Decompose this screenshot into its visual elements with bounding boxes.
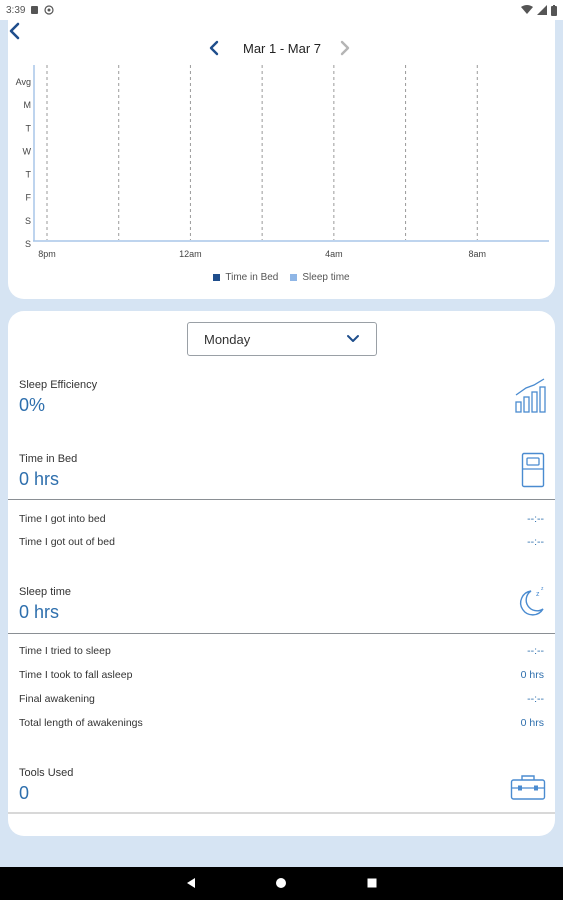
chart-y-tick-label: T [25, 123, 31, 134]
battery-icon [551, 5, 557, 16]
time-in-bed-label: Time in Bed [19, 453, 78, 465]
legend-swatch-time-in-bed [213, 274, 220, 281]
sleep-efficiency-value: 0% [19, 395, 46, 415]
recents-square-icon[interactable] [366, 877, 378, 889]
got-out-of-bed-label: Time I got out of bed [19, 536, 115, 548]
bed-icon [521, 452, 545, 488]
section-divider [8, 633, 555, 634]
chart-x-tick-label: 12am [179, 249, 202, 259]
chart-x-tick-label: 8am [468, 249, 487, 259]
chart-legend [8, 272, 555, 283]
got-out-of-bed-value: --:-- [527, 536, 544, 548]
bar-chart-icon [514, 378, 546, 414]
back-button[interactable] [6, 22, 24, 40]
at-sign-icon [44, 5, 54, 15]
got-into-bed-value: --:-- [527, 513, 544, 525]
sleep-time-label: Sleep time [19, 586, 71, 598]
tools-used-label: Tools Used [19, 767, 74, 779]
wifi-icon [521, 5, 533, 15]
fall-asleep-value: 0 hrs [520, 669, 544, 681]
legend-item-time-in-bed [213, 272, 278, 283]
chart-y-tick-label: S [24, 238, 31, 249]
legend-label: Time in Bed [225, 272, 279, 283]
awakenings-length-value: 0 hrs [520, 717, 544, 729]
chart-y-tick-label: M [23, 100, 31, 111]
chart-x-tick-label: 4am [325, 249, 343, 259]
chart-y-tick-label: F [25, 192, 31, 203]
sleep-chart-card [8, 20, 555, 299]
awakenings-length-label: Total length of awakenings [19, 717, 143, 729]
week-range-label: Mar 1 - Mar 7 [242, 41, 321, 56]
svg-text:z: z [541, 586, 544, 592]
sleep-chart [8, 20, 555, 270]
chart-y-tick-label: T [25, 169, 31, 180]
day-dropdown[interactable] [187, 322, 377, 356]
legend-swatch-sleep-time [290, 274, 297, 281]
sleep-details-card [8, 311, 555, 836]
toolbox-icon [510, 773, 546, 801]
final-awakening-label: Final awakening [19, 693, 95, 705]
day-dropdown-value: Monday [204, 331, 251, 347]
sleep-time-value: 0 hrs [19, 602, 60, 622]
navigation-bar [0, 867, 563, 900]
tried-to-sleep-label: Time I tried to sleep [19, 645, 111, 657]
tried-to-sleep-value: --:-- [527, 645, 544, 657]
chart-y-tick-label: Avg [15, 77, 31, 87]
svg-text:z: z [536, 591, 540, 598]
legend-item-sleep-time [290, 272, 349, 283]
moon-icon [517, 583, 547, 617]
time-in-bed-value: 0 hrs [19, 469, 60, 489]
home-circle-icon[interactable] [275, 877, 287, 889]
status-time: 3:39 [6, 4, 26, 16]
chart-y-tick-label: S [24, 215, 31, 226]
chart-y-tick-label: W [22, 146, 31, 157]
sim-icon [30, 5, 39, 15]
chart-x-tick-label: 8pm [38, 249, 56, 259]
section-divider [8, 812, 555, 814]
legend-label: Sleep time [302, 272, 350, 283]
final-awakening-value: --:-- [527, 693, 544, 705]
signal-icon [537, 5, 547, 15]
sleep-efficiency-label: Sleep Efficiency [19, 379, 98, 391]
tools-used-value: 0 [19, 783, 30, 803]
chevron-down-icon [346, 332, 360, 346]
section-divider [8, 499, 555, 500]
status-bar [0, 0, 563, 20]
got-into-bed-label: Time I got into bed [19, 513, 106, 525]
back-triangle-icon[interactable] [185, 877, 197, 889]
fall-asleep-label: Time I took to fall asleep [19, 669, 133, 681]
